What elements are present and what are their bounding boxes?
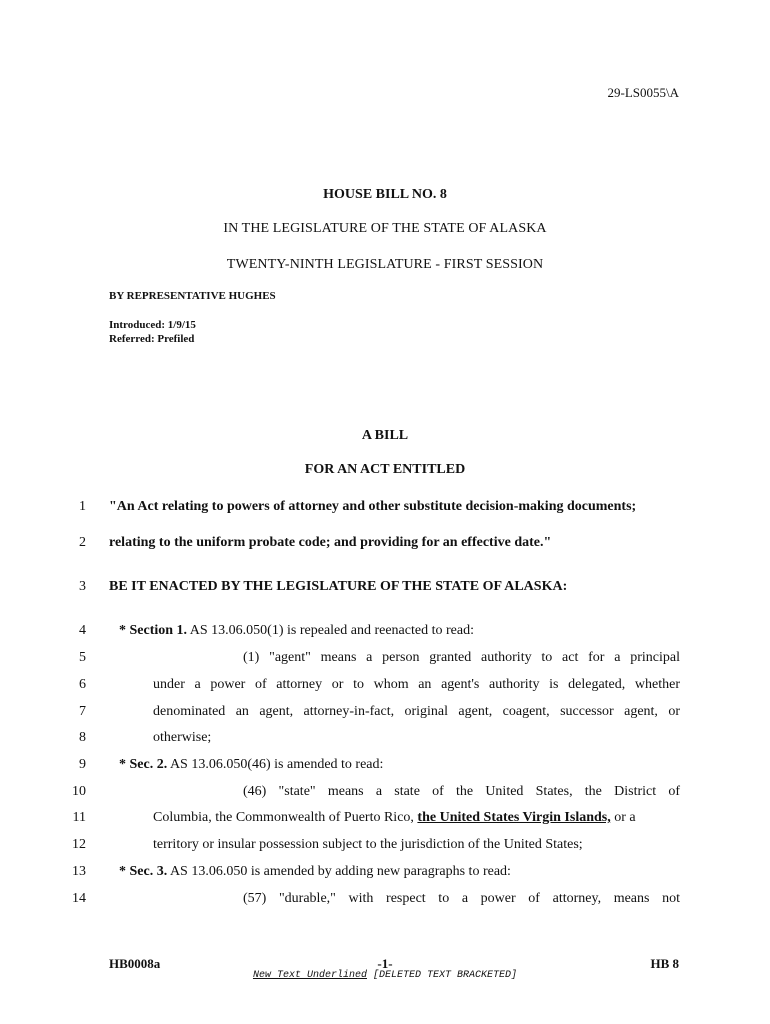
line-number: 12	[72, 837, 86, 852]
session-line: TWENTY-NINTH LEGISLATURE - FIRST SESSION	[226, 257, 544, 272]
line-number: 8	[79, 730, 86, 745]
section-text	[119, 623, 474, 639]
body-text: (46) "state" means a state of the United States, the District of	[243, 784, 680, 799]
body-text-after: or a	[610, 810, 636, 825]
body-text: (57) "durable," with respect to a power of attorney, means not	[243, 891, 680, 906]
legend-deleted-text: [DELETED TEXT BRACKETED]	[373, 970, 518, 981]
file-code: HB0008a	[109, 956, 161, 971]
inserted-text: the United States Virgin Islands,	[417, 810, 611, 825]
bill-short-name: HB 8	[650, 956, 679, 971]
body-text: under a power of attorney or to whom an agent's authority is delegated, whether	[153, 677, 680, 692]
act-entitled-heading: FOR AN ACT ENTITLED	[304, 462, 466, 477]
line-number: 2	[79, 535, 86, 550]
legend-new-text: New Text Underlined	[252, 970, 367, 981]
line-number: 5	[79, 650, 86, 665]
title-text: relating to the uniform probate code; and providing for an effective date."	[109, 535, 552, 550]
body-text	[153, 810, 636, 826]
bill-line	[0, 623, 770, 643]
line-number: 13	[72, 864, 86, 879]
section-text	[119, 864, 511, 880]
page-number: -1-	[377, 956, 393, 971]
section-label: * Section 1.	[119, 623, 188, 638]
body-text: territory or insular possession subject to the jurisdiction of the United States;	[153, 837, 583, 852]
legislature-line: IN THE LEGISLATURE OF THE STATE OF ALASKA	[223, 221, 547, 236]
text-legend	[0, 970, 770, 981]
line-number: 6	[79, 677, 86, 692]
bill-line	[0, 677, 770, 697]
title-text: "An Act relating to powers of attorney and other substitute decision-making documents;	[109, 499, 637, 514]
body-text: (1) "agent" means a person granted authority to act for a principal	[243, 650, 680, 665]
bill-title: HOUSE BILL NO. 8	[323, 187, 447, 202]
section-label: * Sec. 2.	[119, 757, 168, 772]
bill-line	[0, 499, 770, 519]
bill-line	[0, 650, 770, 670]
bill-line	[0, 579, 770, 599]
bill-line	[0, 891, 770, 911]
introduced-date: Introduced: 1/9/15	[109, 319, 196, 331]
document-id: 29-LS0055\A	[607, 85, 679, 100]
line-number: 11	[72, 810, 86, 825]
line-number: 10	[72, 784, 86, 799]
bill-line	[0, 784, 770, 804]
line-number: 7	[79, 704, 86, 719]
bill-line	[0, 704, 770, 724]
section-body: AS 13.06.050 is amended by adding new paragraphs to read:	[167, 864, 511, 879]
section-label: * Sec. 3.	[119, 864, 168, 879]
line-number: 4	[79, 623, 86, 638]
bill-line	[0, 837, 770, 857]
line-number: 3	[79, 579, 86, 594]
body-text: otherwise;	[153, 730, 212, 745]
section-body: AS 13.06.050(1) is repealed and reenacted to read:	[187, 623, 474, 638]
bill-line	[0, 730, 770, 750]
bill-line	[0, 864, 770, 884]
bill-line	[0, 810, 770, 830]
referred-status: Referred: Prefiled	[109, 333, 195, 345]
enacting-clause: BE IT ENACTED BY THE LEGISLATURE OF THE STATE OF ALASKA:	[109, 579, 568, 594]
introduction-info	[109, 318, 196, 346]
bill-line	[0, 757, 770, 777]
line-number: 9	[79, 757, 86, 772]
section-text	[119, 757, 383, 773]
line-number: 14	[72, 891, 86, 906]
bill-line	[0, 535, 770, 555]
line-number: 1	[79, 499, 86, 514]
section-body: AS 13.06.050(46) is amended to read:	[167, 757, 384, 772]
a-bill-heading: A BILL	[361, 428, 409, 443]
body-text: denominated an agent, attorney-in-fact, original agent, coagent, successor agent, or	[153, 704, 680, 719]
sponsor-line: BY REPRESENTATIVE HUGHES	[109, 290, 276, 302]
body-text-before: Columbia, the Commonwealth of Puerto Rico,	[153, 810, 418, 825]
